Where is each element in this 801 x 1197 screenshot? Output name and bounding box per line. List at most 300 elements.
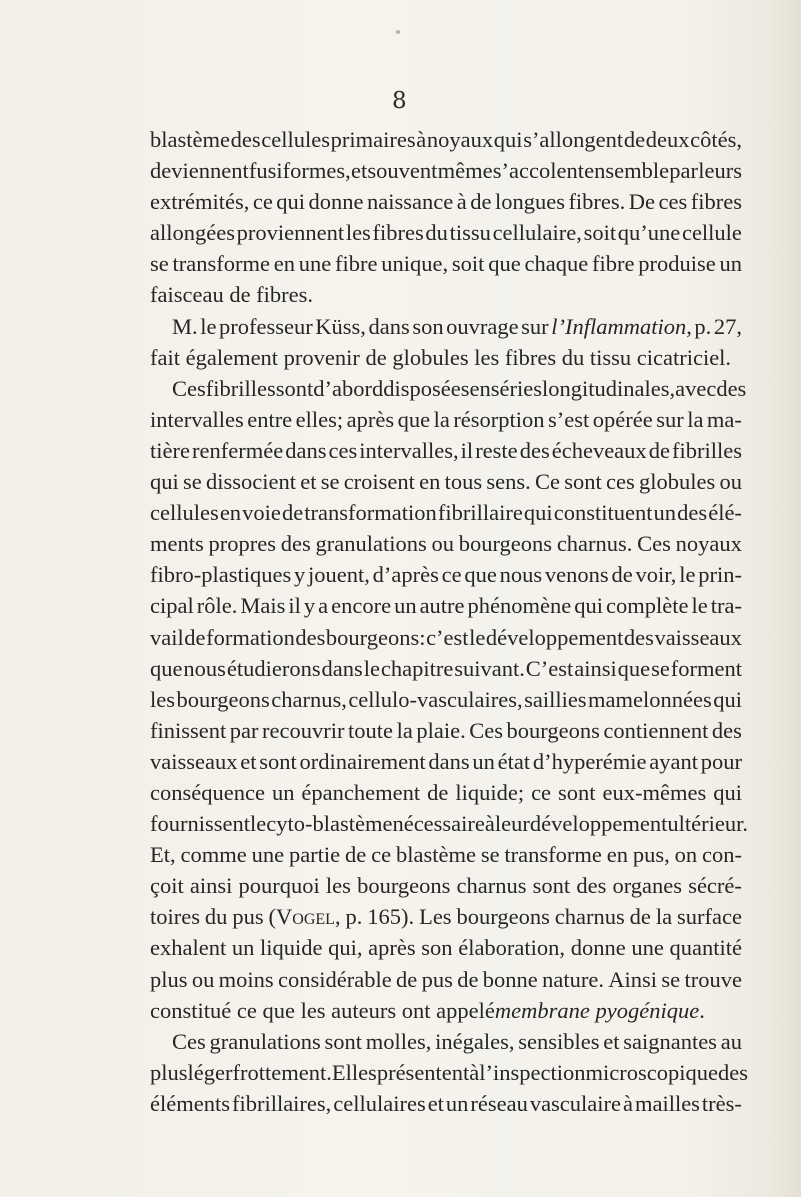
- word: charnus: [554, 904, 625, 930]
- word: bourgeons: [506, 717, 600, 743]
- word: les: [325, 873, 351, 899]
- word: ensemble: [584, 158, 670, 184]
- word: Et,: [150, 842, 176, 868]
- word: les: [345, 220, 371, 246]
- word: que: [464, 562, 497, 588]
- word: C’est: [525, 655, 574, 681]
- word: à: [456, 189, 467, 215]
- word: Ainsi: [608, 966, 658, 992]
- word: des: [295, 624, 326, 650]
- word: saignantes: [623, 1028, 717, 1054]
- word: la: [687, 406, 704, 432]
- word-part: l’Inflammation: [551, 313, 687, 339]
- word: étudierons: [226, 655, 321, 681]
- word: le: [691, 593, 708, 619]
- word: les: [150, 686, 175, 712]
- word: réseau: [470, 1090, 528, 1116]
- word: état: [497, 748, 531, 774]
- word: cellules: [261, 127, 330, 152]
- text-line: [150, 528, 742, 559]
- word: nous: [183, 655, 226, 681]
- word: un: [472, 748, 495, 774]
- word: finissent: [150, 717, 227, 743]
- word: inégales,: [435, 1028, 515, 1054]
- word: sont: [558, 779, 596, 805]
- word: partie: [288, 842, 341, 868]
- word: fibres: [372, 220, 424, 246]
- word: un: [231, 935, 255, 961]
- word: l’inspection: [479, 1059, 586, 1085]
- word: Ces: [172, 375, 206, 401]
- text-segment: fait également provenir de globules les fibres du tissu cicatriciel.: [150, 344, 732, 370]
- word: proviennent: [236, 220, 345, 246]
- word: prin-: [698, 562, 742, 588]
- word: écheveaux: [551, 437, 647, 463]
- word: leurs: [698, 158, 742, 184]
- word: des: [280, 531, 311, 557]
- word: après: [346, 406, 395, 432]
- word: charnus: [456, 873, 527, 899]
- word: le: [250, 811, 267, 837]
- word: la: [433, 406, 450, 432]
- word: liquide: [260, 935, 323, 961]
- word: bourgeons: [176, 686, 270, 712]
- text-line: [150, 622, 742, 653]
- word: sont: [564, 469, 602, 495]
- word: ments: [150, 531, 204, 557]
- word: élaboration,: [458, 935, 566, 961]
- word: mailles: [634, 1090, 700, 1116]
- word: molles,: [365, 1028, 432, 1054]
- word: ouvrage: [446, 313, 519, 339]
- word: granulations: [315, 531, 427, 557]
- word: ces: [605, 469, 635, 495]
- word: sont: [275, 375, 314, 401]
- word: encore: [331, 593, 392, 619]
- word: fibre: [335, 251, 378, 277]
- word: des: [711, 717, 742, 743]
- word: fournissent: [150, 811, 250, 837]
- word: charnus.: [556, 531, 633, 557]
- word: pus,: [632, 842, 670, 868]
- word: propres: [208, 531, 276, 557]
- word: en: [419, 469, 441, 495]
- word: ma-: [706, 406, 742, 432]
- text-line: [150, 311, 742, 342]
- word: à: [416, 127, 427, 152]
- word: un: [394, 593, 417, 619]
- word: bonne: [482, 966, 538, 992]
- word: quantité: [669, 935, 742, 961]
- word: ainsi: [574, 655, 617, 681]
- text-line: [150, 435, 742, 466]
- word: au: [720, 1028, 742, 1054]
- word: considérable: [278, 966, 392, 992]
- word: noyaux: [675, 531, 742, 557]
- word: d’abord: [313, 375, 384, 401]
- text-segment: .: [699, 997, 705, 1023]
- word: des: [623, 624, 654, 650]
- word-part: (: [268, 904, 277, 930]
- word: développement: [485, 624, 624, 650]
- word: en: [273, 251, 295, 277]
- word: constituent: [553, 500, 653, 526]
- word: primaires: [330, 127, 416, 152]
- word: intervalles,: [359, 437, 459, 463]
- word: blastème: [150, 127, 230, 152]
- text-segment: constitué ce que les auteurs ont appelé: [150, 997, 495, 1023]
- text-line: [150, 342, 742, 373]
- word: Mais: [240, 593, 286, 619]
- word: unique,: [381, 251, 449, 277]
- word: y: [293, 562, 306, 588]
- text-line: [150, 1057, 748, 1088]
- word: s’est: [548, 406, 590, 432]
- text-line: [150, 870, 742, 901]
- word: des: [576, 873, 607, 899]
- word: transformation: [304, 500, 437, 526]
- word: sur: [521, 313, 549, 339]
- word: des: [677, 500, 708, 526]
- word: pourquoi: [238, 873, 320, 899]
- word: 165).: [367, 904, 415, 930]
- word: p.: [345, 904, 363, 930]
- word: qui: [523, 500, 553, 526]
- word: deux: [645, 127, 690, 152]
- word: ce: [531, 779, 552, 805]
- word: il: [460, 437, 474, 463]
- word: du: [425, 220, 448, 246]
- text-line: [150, 653, 742, 684]
- word: de: [184, 624, 206, 650]
- word: vaisseaux: [150, 748, 238, 774]
- word: éléments: [150, 1090, 230, 1116]
- word: de: [457, 966, 479, 992]
- word: que: [617, 655, 651, 681]
- word: des: [718, 1059, 748, 1085]
- word: pus: [421, 966, 453, 992]
- word: forment: [670, 655, 742, 681]
- word: phénomène: [467, 593, 572, 619]
- word: jouent,: [308, 562, 370, 588]
- word: nécessaire: [392, 811, 485, 837]
- text-segment: membrane pyogénique: [494, 997, 700, 1023]
- word: plus: [150, 966, 188, 992]
- word: avec: [675, 375, 717, 401]
- word: d’après: [372, 562, 439, 588]
- word: intervalles: [150, 406, 244, 432]
- word: transforme: [504, 842, 602, 868]
- text-line: [150, 155, 742, 186]
- word: une: [298, 251, 332, 277]
- word: [551, 311, 692, 342]
- text-line: [150, 995, 742, 1026]
- word: ces: [658, 189, 688, 215]
- word: reste: [475, 437, 518, 463]
- word: ce: [371, 842, 392, 868]
- word: des: [519, 437, 550, 463]
- word: Elles: [331, 1059, 377, 1085]
- word: sont: [259, 748, 297, 774]
- word: bourgeons:: [325, 624, 426, 650]
- word: cellulo-vasculaires,: [348, 686, 523, 712]
- word: cellulaire,: [492, 220, 582, 246]
- word: se: [480, 842, 500, 868]
- word: contiennent: [603, 717, 709, 743]
- word: de: [427, 779, 449, 805]
- word: y: [303, 593, 316, 619]
- word: ce: [252, 189, 273, 215]
- text-line: [150, 808, 748, 839]
- text-line: [150, 590, 742, 621]
- word: croisent: [343, 469, 415, 495]
- text-line: [150, 279, 742, 310]
- word: de: [623, 127, 646, 152]
- text-line: [150, 777, 742, 808]
- word: se: [150, 251, 169, 277]
- text-line: [150, 1088, 742, 1119]
- word: globules: [638, 469, 716, 495]
- word: ces: [328, 437, 358, 463]
- word: dans: [368, 313, 410, 339]
- word: vail: [150, 624, 184, 650]
- word: organes: [612, 873, 683, 899]
- word: des: [230, 127, 261, 152]
- text-line: [150, 932, 742, 963]
- word: que: [150, 655, 183, 681]
- word: voir,: [635, 562, 677, 588]
- word: Les: [419, 904, 452, 930]
- word: dans: [428, 748, 470, 774]
- text-line: [150, 404, 742, 435]
- word: développement: [529, 811, 668, 837]
- word: mamelonnées: [588, 686, 712, 712]
- paper-speck: [396, 30, 400, 34]
- word: un: [271, 779, 295, 805]
- word: la: [396, 717, 413, 743]
- word: qui: [574, 593, 604, 619]
- word-part: Vogel: [276, 904, 335, 930]
- text-segment: faisceau de fibres.: [150, 282, 314, 308]
- word: bourgeons: [357, 873, 451, 899]
- word: donne: [308, 189, 364, 215]
- body-text: [150, 124, 748, 1119]
- word: s’accolent: [492, 158, 584, 184]
- word: surface: [677, 904, 742, 930]
- word: çoit: [150, 873, 184, 899]
- word: fibres: [690, 189, 742, 215]
- word: noyaux: [426, 127, 494, 152]
- text-line: [150, 715, 742, 746]
- word: sensibles: [518, 1028, 600, 1054]
- word: son: [421, 935, 453, 961]
- word: Ce: [535, 469, 560, 495]
- word: de: [611, 562, 633, 588]
- word: épanchement: [301, 779, 421, 805]
- word: longitudinales,: [541, 375, 676, 401]
- word: dissocient: [205, 469, 296, 495]
- word: microscopique: [585, 1059, 718, 1085]
- word: pus: [232, 904, 264, 930]
- word: des: [716, 375, 747, 401]
- word: a: [318, 593, 329, 619]
- word: par: [669, 158, 699, 184]
- word: le: [679, 562, 696, 588]
- word: cyto-blastème: [266, 811, 393, 837]
- word: venons: [544, 562, 609, 588]
- word: son: [412, 313, 444, 339]
- word: professeur: [219, 313, 313, 339]
- text-line: [150, 901, 742, 932]
- word: de: [345, 842, 367, 868]
- word: saillies: [524, 686, 587, 712]
- word: un: [445, 1090, 469, 1116]
- word: nature.: [542, 966, 604, 992]
- word: De: [628, 189, 656, 215]
- word: c’est: [426, 624, 469, 650]
- word: bourgeons: [456, 904, 550, 930]
- word: suivant.: [454, 655, 525, 681]
- word: eux-mêmes: [602, 779, 707, 805]
- text-line: [150, 217, 742, 248]
- word: toute: [348, 717, 394, 743]
- word: et: [240, 748, 257, 774]
- page-number: 8: [392, 88, 407, 114]
- word: Ces: [637, 531, 671, 557]
- word: extrémités,: [150, 189, 250, 215]
- word: tous: [444, 469, 483, 495]
- word: un: [653, 500, 677, 526]
- word: complète: [606, 593, 689, 619]
- word: p.: [694, 313, 712, 339]
- word: Küss,: [315, 313, 366, 339]
- word: élé-: [708, 500, 742, 526]
- word: qui: [713, 779, 742, 805]
- word: sens.: [486, 469, 531, 495]
- word: granulations: [209, 1028, 321, 1054]
- word: M.: [172, 313, 198, 339]
- word: après: [368, 935, 416, 961]
- word: tière: [150, 437, 190, 463]
- word: par: [229, 717, 259, 743]
- text-line: [150, 186, 742, 217]
- word: sur: [656, 406, 684, 432]
- word: dans: [285, 437, 327, 463]
- word: cellule: [681, 220, 742, 246]
- word: le: [363, 655, 380, 681]
- word: tra-: [710, 593, 742, 619]
- word: que: [397, 406, 431, 432]
- word: à: [469, 1059, 480, 1085]
- word: un: [719, 251, 742, 277]
- word: plus: [150, 1059, 188, 1085]
- word-part: ,: [686, 313, 692, 339]
- word: ainsi: [189, 873, 233, 899]
- word: on: [674, 842, 698, 868]
- word: une: [631, 935, 664, 961]
- word: à: [622, 1090, 633, 1116]
- word: plaie.: [416, 717, 466, 743]
- word: vasculaire: [529, 1090, 622, 1116]
- word: fusiformes,: [248, 158, 351, 184]
- word: qui: [493, 127, 523, 152]
- word: transforme: [172, 251, 270, 277]
- word: se: [651, 655, 670, 681]
- word: présentent: [376, 1059, 470, 1085]
- word: fibrillaires,: [231, 1090, 332, 1116]
- word: charnus,: [271, 686, 347, 712]
- word: cellulaires: [333, 1090, 426, 1116]
- word-part: ,: [334, 904, 341, 930]
- word: la: [655, 904, 673, 930]
- text-line: [150, 684, 742, 715]
- word: du: [204, 904, 228, 930]
- word: toires: [150, 904, 200, 930]
- word: liquide;: [455, 779, 525, 805]
- word: en: [219, 500, 242, 526]
- word: comme: [180, 842, 247, 868]
- word: frottement.: [232, 1059, 332, 1085]
- word: disposées: [383, 375, 470, 401]
- word: léger: [187, 1059, 233, 1085]
- word: d’hyperémie: [532, 748, 647, 774]
- word: autre: [419, 593, 465, 619]
- word: moins: [218, 966, 274, 992]
- word: ou: [191, 966, 215, 992]
- word: allongées: [150, 220, 235, 246]
- word: recouvrir: [262, 717, 345, 743]
- word: le: [469, 624, 486, 650]
- word: il: [288, 593, 301, 619]
- word: Ces: [172, 1028, 206, 1054]
- word: fibro-plastiques: [150, 562, 292, 588]
- word: de: [629, 904, 651, 930]
- word: vaisseaux: [654, 624, 742, 650]
- word: qui,: [328, 935, 363, 961]
- text-line: [150, 248, 742, 279]
- word: produise: [638, 251, 716, 277]
- word: que: [488, 251, 521, 277]
- word: qu’une: [617, 220, 681, 246]
- word: fibres.: [568, 189, 626, 215]
- word: sécré-: [688, 873, 742, 899]
- word: souvent: [367, 158, 438, 184]
- word: formation: [206, 624, 295, 650]
- word: et: [427, 1090, 444, 1116]
- word: qui: [276, 189, 306, 215]
- word: de: [281, 500, 304, 526]
- word: opérée: [592, 406, 653, 432]
- word: de: [396, 966, 418, 992]
- word: sont: [532, 873, 571, 899]
- word: chaque: [524, 251, 589, 277]
- word: trouve: [684, 966, 742, 992]
- word: qui: [713, 686, 742, 712]
- text-line: [150, 466, 742, 497]
- word: cellules: [150, 500, 219, 526]
- word: exhalent: [150, 935, 227, 961]
- word: fibrillaire: [437, 500, 523, 526]
- word: nous: [499, 562, 543, 588]
- word: entre: [247, 406, 293, 432]
- word: même: [437, 158, 493, 184]
- word: elles;: [295, 406, 344, 432]
- text-line: [150, 839, 742, 870]
- word: rôle.: [196, 593, 238, 619]
- word: et: [350, 158, 368, 184]
- word: leur: [494, 811, 530, 837]
- word: se: [661, 966, 681, 992]
